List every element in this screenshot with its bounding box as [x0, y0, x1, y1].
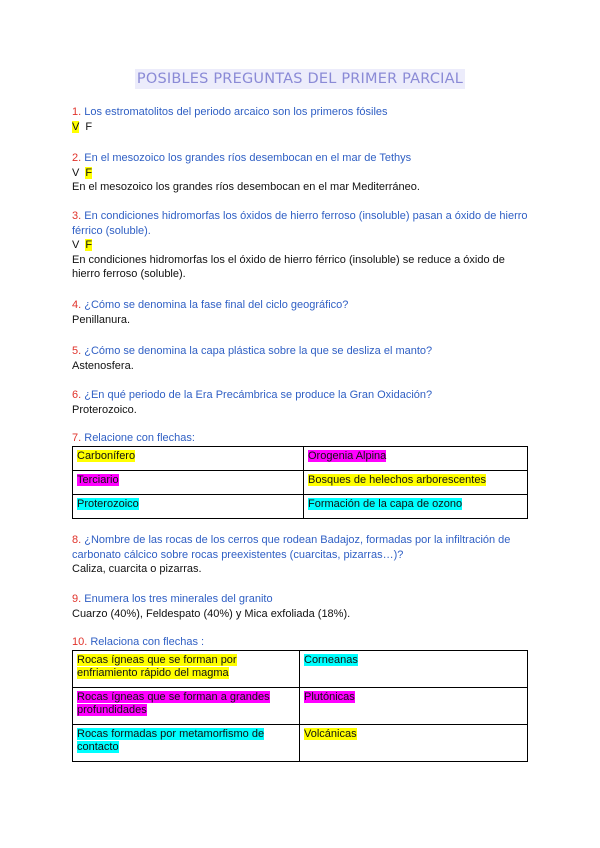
table-row: [73, 651, 528, 688]
question-6: [72, 388, 532, 417]
table-row: [73, 495, 528, 519]
table-cell: Rocas ígneas que se forman a grandes profundidades: [77, 691, 270, 716]
table-row: [73, 471, 528, 495]
match-table-q10: [72, 650, 528, 762]
question-number: 3.: [72, 210, 82, 222]
page-title-text: POSIBLES PREGUNTAS DEL PRIMER PARCIAL: [136, 71, 464, 87]
question-3: [72, 209, 532, 282]
page-title: [0, 70, 600, 88]
table-cell: Plutónicas: [304, 691, 355, 703]
table-row: [73, 688, 528, 725]
answer-text: Caliza, cuarcita o pizarras.: [72, 563, 202, 575]
table-row: [73, 447, 528, 471]
question-9: [72, 592, 532, 621]
answer-text: En el mesozoico los grandes ríos desembocan en el mar Mediterráneo.: [72, 181, 420, 193]
question-4: [72, 298, 532, 327]
match-table-q7: [72, 446, 528, 519]
table-cell: Volcánicas: [304, 728, 357, 740]
question-10: [72, 635, 532, 650]
answer-text: En condiciones hidromorfas los el óxido de hierro férrico (insoluble) se reduce a óxido de hierro ferroso (soluble).: [72, 253, 505, 280]
option-f: F: [85, 239, 93, 251]
answer-text: Astenosfera.: [72, 359, 134, 372]
question-number: 1.: [72, 106, 82, 118]
table-cell: Bosques de helechos arborescentes: [308, 474, 486, 486]
question-number: 2.: [72, 152, 82, 164]
answer-text: Penillanura.: [72, 313, 131, 326]
question-text: ¿En qué periodo de la Era Precámbrica se produce la Gran Oxidación?: [84, 389, 433, 401]
option-v: V: [72, 166, 80, 179]
question-text: En el mesozoico los grandes ríos desembocan en el mar de Tethys: [84, 152, 412, 164]
question-text: ¿Cómo se denomina la capa plástica sobre la que se desliza el manto?: [84, 345, 433, 357]
question-text: Los estromatolitos del periodo arcaico son los primeros fósiles: [84, 106, 388, 118]
option-f: F: [85, 120, 93, 133]
option-v: V: [72, 239, 80, 251]
question-number: 5.: [72, 345, 82, 357]
question-text: Enumera los tres minerales del granito: [84, 593, 273, 605]
question-text: En condiciones hidromorfas los óxidos de hierro ferroso (insoluble) pasan a óxido de hierro férrico (soluble).: [72, 210, 528, 237]
question-number: 9.: [72, 593, 82, 605]
option-f: F: [85, 166, 93, 179]
option-v: V: [72, 120, 80, 133]
question-2: [72, 151, 532, 195]
question-number: 7.: [72, 432, 82, 444]
question-text: ¿Cómo se denomina la fase final del ciclo geográfico?: [84, 299, 349, 311]
table-row: [73, 725, 528, 762]
question-7: [72, 431, 532, 446]
question-number: 6.: [72, 389, 82, 401]
question-1: [72, 105, 532, 134]
table-cell: Rocas formadas por metamorfismo de contacto: [77, 728, 265, 753]
table-cell: Terciario: [77, 474, 119, 486]
question-8: [72, 533, 532, 577]
table-cell: Carbonífero: [77, 450, 136, 462]
answer-text: Cuarzo (40%), Feldespato (40%) y Mica exfoliada (18%).: [72, 607, 351, 620]
table-cell: Rocas ígneas que se forman por enfriamiento rápido del magma: [77, 654, 237, 679]
question-5: [72, 344, 532, 373]
question-text: Relacione con flechas:: [84, 432, 195, 444]
table-cell: Corneanas: [304, 654, 358, 666]
answer-text: Proterozoico.: [72, 403, 137, 416]
question-text: ¿Nombre de las rocas de los cerros que rodean Badajoz, formadas por la infiltración de carbonato cálcico sobre rocas preexistentes (cuarcitas, pizarras…)?: [72, 534, 511, 561]
table-cell: Proterozoico: [77, 498, 139, 510]
table-cell: Orogenia Alpina: [308, 450, 387, 462]
question-number: 8.: [72, 534, 82, 546]
question-number: 4.: [72, 299, 82, 311]
table-cell: Formación de la capa de ozono: [308, 498, 463, 510]
question-number: 10.: [72, 636, 88, 648]
question-text: Relaciona con flechas :: [90, 636, 205, 648]
